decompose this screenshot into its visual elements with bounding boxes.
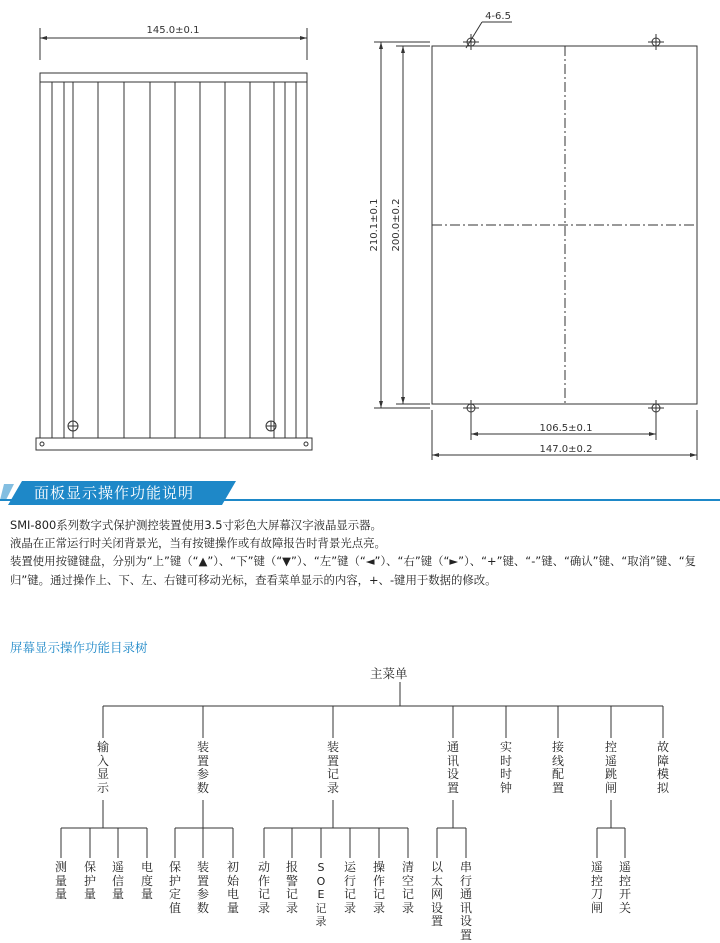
tree-leaf-label: 以太网设置 <box>430 860 443 929</box>
height-outer-dim: 210.1±0.1 <box>369 198 380 252</box>
left-width-dim: 145.0±0.1 <box>146 25 200 36</box>
tree-branch-label: 接线配置 <box>551 740 564 795</box>
tree-leaf-label: 报警记录 <box>285 860 298 915</box>
tree-leaf-label: 装置参数 <box>196 860 209 915</box>
description-block <box>10 516 716 589</box>
tree-leaf-label: 遥信量 <box>111 860 124 902</box>
tree-leaf-label: 串行通讯设置 <box>459 860 472 942</box>
tree-branch-label: 输入显示 <box>96 740 109 795</box>
bottom-outer-dim: 147.0±0.2 <box>539 444 593 455</box>
tree-leaf-label: 保护量 <box>83 860 96 902</box>
tree-title: 屏幕显示操作功能目录树 <box>10 640 148 655</box>
tree-leaf-label: 保护定值 <box>168 860 181 915</box>
description-line: 装置使用按键键盘，分别为“上”键（“▲”）、“下”键（“▼”）、“左”键（“◄”）、“右”键（“►”）、“+”键、“-”键、“确认”键、“取消”键、“复归”键。通过操作上、下、左、右键可移动光标，查看菜单显示的内容，+、-键用于数据的修改。 <box>10 554 697 587</box>
tree-branch-label: 通讯设置 <box>446 740 459 795</box>
description-line: 液晶在正常运行时关闭背景光，当有按键操作或有故障报告时背景光点亮。 <box>10 536 386 551</box>
description-line: SMI-800系列数字式保护测控装置使用3.5寸彩色大屏幕汉字液晶显示器。 <box>10 518 382 532</box>
tree-leaf-label: 初始电量 <box>226 860 239 915</box>
tree-leaf-label: 动作记录 <box>257 860 270 915</box>
tree-branch-label: 故障模拟 <box>656 740 669 795</box>
tree-leaf-label: 遥控开关 <box>618 860 631 915</box>
tree-leaf-label: 电度量 <box>140 860 153 902</box>
bottom-inner-dim: 106.5±0.1 <box>539 423 593 434</box>
tree-leaf-label: 测量量 <box>54 860 67 902</box>
tree-branch-label: 装置记录 <box>326 740 339 795</box>
tree-leaf-label: SOE记录 <box>315 861 327 929</box>
tree-leaf-label: 运行记录 <box>343 860 356 915</box>
hole-dim: 4-6.5 <box>485 11 511 22</box>
height-inner-dim: 200.0±0.2 <box>391 198 402 252</box>
menu-tree-lines <box>0 655 720 941</box>
tree-leaf-label: 操作记录 <box>372 860 385 915</box>
dimension-drawing <box>0 0 720 470</box>
tree-branch-label: 实时时钟 <box>499 740 512 795</box>
tree-leaf-label: 清空记录 <box>401 860 414 915</box>
section-title: 面板显示操作功能说明 <box>34 484 195 502</box>
tree-leaf-label: 遥控刀闸 <box>590 860 603 915</box>
tree-branch-label: 控遥跳闸 <box>604 740 617 795</box>
tree-branch-label: 装置参数 <box>196 740 209 795</box>
tree-root-main-menu: 主菜单 <box>370 666 408 681</box>
